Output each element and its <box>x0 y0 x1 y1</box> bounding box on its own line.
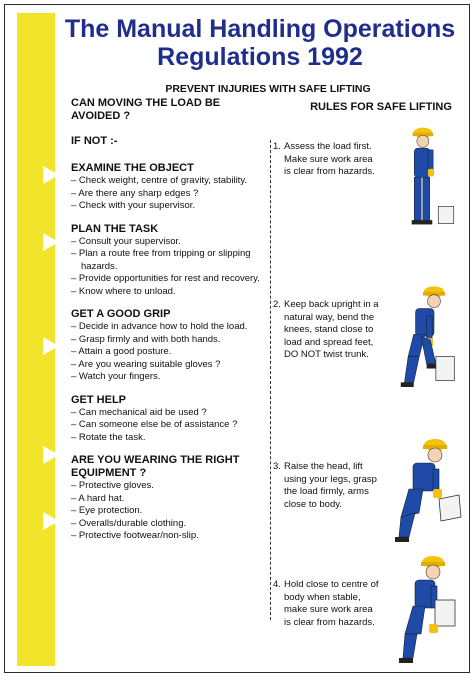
rule-number: 2. <box>273 299 281 310</box>
safety-poster <box>4 4 470 673</box>
rule-number: 1. <box>273 141 281 152</box>
section-heading: ARE YOU WEARING THE RIGHT EQUIPMENT ? <box>71 454 240 479</box>
section-equipment <box>71 454 279 543</box>
arrow-marker-1 <box>43 166 59 184</box>
title-line-1: The Manual Handling Operations <box>64 15 456 43</box>
rule-text: Keep back upright in a natural way, bend the knees, stand close to load and spread feet, DO NOT twist trunk. <box>284 299 379 360</box>
list-item: – Consult your supervisor. <box>71 235 181 247</box>
list-item: – Check weight, centre of gravity, stability. <box>71 175 248 186</box>
section-heading: GET HELP <box>71 393 127 406</box>
list-item: – Provide opportunities for rest and recovery. <box>71 273 260 284</box>
if-not-label: IF NOT :- <box>71 135 118 147</box>
list-item: – Grasp firmly and with both hands. <box>71 333 221 345</box>
rule-2 <box>273 299 381 362</box>
section-heading: EXAMINE THE OBJECT <box>71 162 194 174</box>
title-line-2: Regulations 1992 <box>157 43 363 71</box>
list-item: – Plan a route free from tripping or slipping hazards. <box>71 248 251 272</box>
poster-subtitle: PREVENT INJURIES WITH SAFE LIFTING <box>165 83 371 95</box>
arrow-marker-5 <box>43 512 59 530</box>
column-divider <box>270 140 271 620</box>
list-item: – Know where to unload. <box>71 285 176 297</box>
list-item: – Eye protection. <box>71 505 143 516</box>
worker-standing-illustration <box>379 119 465 239</box>
arrow-marker-4 <box>43 446 59 464</box>
section-examine <box>71 162 279 213</box>
rule-4 <box>273 579 381 629</box>
rule-3 <box>273 461 381 511</box>
list-item: – Are there any sharp edges ? <box>71 187 199 199</box>
worker-bending-illustration <box>379 279 465 399</box>
list-item: – Can mechanical aid be used ? <box>71 406 207 418</box>
intro-heading: CAN MOVING THE LOAD BE AVOIDED ? <box>71 97 221 122</box>
rule-text: Hold close to centre of body when stable, make sure work area is clear from hazards. <box>284 579 379 628</box>
left-column <box>71 97 279 543</box>
arrow-marker-2 <box>43 233 59 251</box>
list-item: – Check with your supervisor. <box>71 200 196 211</box>
list-item: – Attain a good posture. <box>71 346 172 357</box>
section-plan <box>71 223 279 299</box>
rule-text: Assess the load first. Make sure work area is clear from hazards. <box>284 141 375 177</box>
rule-number: 4. <box>273 579 281 590</box>
list-item: – Overalls/durable clothing. <box>71 517 187 529</box>
rule-text: Raise the head, lift using your legs, grasp the load firmly, arms close to body. <box>284 461 377 510</box>
list-item: – Watch your fingers. <box>71 371 161 382</box>
rule-1 <box>273 141 381 179</box>
list-item: – Rotate the task. <box>71 431 146 443</box>
rule-number: 3. <box>273 461 281 472</box>
arrow-marker-3 <box>43 337 59 355</box>
section-grip <box>71 308 279 384</box>
section-heading: GET A GOOD GRIP <box>71 308 171 320</box>
list-item: – A hard hat. <box>71 492 125 504</box>
section-heading: PLAN THE TASK <box>71 222 159 235</box>
list-item: – Protective footwear/non-slip. <box>71 530 199 541</box>
section-help <box>71 394 279 445</box>
worker-carrying-illustration <box>379 550 465 670</box>
poster-title <box>55 15 465 71</box>
worker-lifting-illustration <box>379 433 465 553</box>
list-item: – Decide in advance how to hold the load. <box>71 321 248 332</box>
list-item: – Can someone else be of assistance ? <box>71 419 238 430</box>
list-item: – Are you wearing suitable gloves ? <box>71 358 221 370</box>
list-item: – Protective gloves. <box>71 480 154 491</box>
rules-heading: RULES FOR SAFE LIFTING <box>310 101 452 113</box>
